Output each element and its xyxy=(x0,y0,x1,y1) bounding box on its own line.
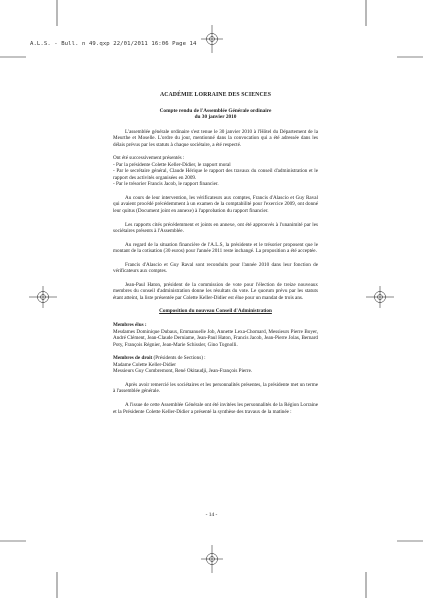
paragraph-vote-results: Jean-Paul Haton, président de la commission de vote pour l'élection de treize nouveaux membres du conseil d'administration donne les résultats du vote. Le quorum prévu par les statuts étant atteint, la liste présentée par Colette Keller-Didier est élue pour un mandat de trois ans. xyxy=(113,281,318,301)
list-item: - Par le secrétaire général, Claude Hérique le rapport des travaux du conseil d'administration et le rapport des activités organisées en 2009. xyxy=(113,168,318,181)
paragraph-closing: Après avoir remercié les sociétaires et les personnalités présentes, la présidente met un terme à l'assemblée générale. xyxy=(113,381,318,395)
ex-officio-line-1: Madame Colette Keller-Didier xyxy=(113,361,176,368)
paragraph-assembly-held: L'assemblée générale ordinaire s'est tenue le 30 janvier 2010 à l'Hôtel du Département de la Meurthe et Moselle. L'ordre du jour, mentionné dans la convocation qui a été adressée dans les délais prévus par les statuts à chaque sociétaire, a été respecté. xyxy=(113,128,318,148)
reports-list xyxy=(113,162,318,188)
top-registration-mark xyxy=(201,25,223,53)
list-item: - Par la présidente Colette Keller-Didier, le rapport moral xyxy=(113,161,231,168)
print-slug-line: A.L.S. - Bull. n 49.qxp 22/01/2011 16:06 Page 14 xyxy=(30,41,197,47)
elected-members-heading: Membres élus : xyxy=(113,322,147,329)
subtitle-line-2: du 30 janvier 2010 xyxy=(194,114,237,121)
bottom-registration-mark xyxy=(201,545,223,573)
paragraph-auditors: Au cours de leur intervention, les vérificateurs aux comptes, Francis d'Alascio et Guy Raval qui avaient procédé précédemment à un examen de la comptabilité pour l'exercice 2009, ont donné leur quitus (Document joint en annexe) à l'approbation du rapport financier. xyxy=(113,194,318,215)
bottom-left-crop-marks xyxy=(0,538,60,598)
subtitle-line-1: Compte rendu de l'Assemblée Générale ordinaire xyxy=(159,107,272,114)
paragraph-auditors-renewed: Francis d'Alascio et Guy Raval sont reconduits pour l'année 2010 dans leur fonction de vérificateurs aux comptes. xyxy=(113,261,318,275)
right-registration-mark xyxy=(366,286,394,308)
section-title-board: Composition du nouveau Conseil d'Administration xyxy=(159,308,272,315)
document-subtitle xyxy=(113,108,318,121)
paragraph-membership-fee: Au regard de la situation financière de l'A.L.S, la présidente et le trésorier proposent que le montant de la cotisation (30 euros) pour l'année 2011 reste inchangé. La proposition a été acceptée. xyxy=(113,241,318,255)
ex-officio-heading-sub: (Présidents de Sections) : xyxy=(152,355,206,362)
bottom-right-crop-marks xyxy=(363,538,423,598)
left-registration-mark xyxy=(29,286,57,308)
page-number: - 14 - xyxy=(205,512,218,518)
list-item: - Par le trésorier Francis Jacob, le rapport financier. xyxy=(113,181,219,188)
elected-members-list: Mesdames Dominique Dubaux, Emmanuelle Job, Annette Lexa-Chomard, Messieurs Pierre Boyer, André Clément, Jean-Claude Derniame, Jean-Paul Haton, Francis Jacob, Jean-Pierre Jolas, Bernard Poty, François Régnier, Jean-Marie Schissler, Gino Tognolli. xyxy=(113,328,318,348)
top-left-crop-marks xyxy=(0,0,60,60)
reports-list-intro: Ont été successivement présentés : xyxy=(113,155,185,162)
ex-officio-line-2: Messieurs Guy Combremont, René Okitaudji, Jean-François Pierre. xyxy=(113,368,253,375)
page-body xyxy=(113,92,318,422)
top-right-crop-marks xyxy=(363,0,423,60)
paragraph-synthesis: A l'issue de cette Assemblée Générale ont été invitées les personnalités de la Région Lorraine et la Présidente Colette Keller-Didier a présenté la synthèse des travaux de la matinée : xyxy=(113,401,318,415)
ex-officio-heading-label: Membres de droit xyxy=(113,355,153,362)
paragraph-reports-approved: Les rapports cités précédemment et joints en annexe, ont été approuvés à l'unanimité par les sociétaires présents à l'Assemblée. xyxy=(113,221,318,235)
document-title: ACADÉMIE LORRAINE DES SCIENCES xyxy=(159,92,272,98)
